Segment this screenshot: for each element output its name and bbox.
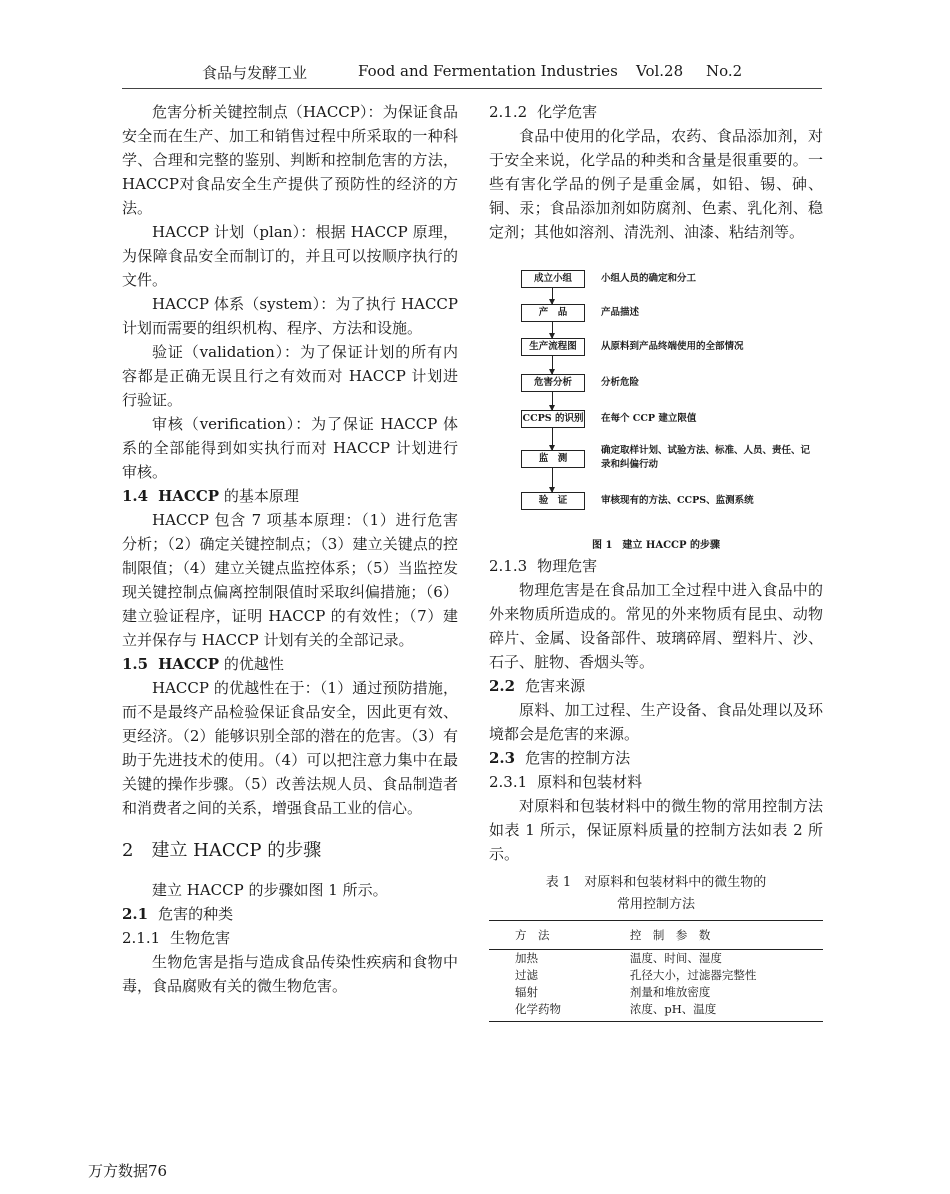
- flow-box-verification: 验 证: [521, 492, 585, 510]
- table-1-control-methods: [489, 920, 823, 1022]
- section-heading-2-3: [489, 746, 823, 770]
- column-header-method: 方 法: [489, 921, 590, 950]
- table-cell: 孔径大小，过滤器完整性: [629, 968, 757, 982]
- left-column: [122, 100, 458, 998]
- flow-arrow: [552, 288, 553, 304]
- paragraph: 验证（validation）：为了保证计划的所有内容都是正确无误且行之有效而对 HACCP 计划进行验证。: [122, 343, 458, 409]
- section-heading-1-5: [122, 652, 458, 676]
- figure-caption: 图 1 建立 HACCP 的步骤: [591, 540, 721, 551]
- journal-name-cn: 食品与发酵工业: [202, 64, 308, 82]
- section-number: 2.1: [122, 905, 149, 923]
- flow-arrow: [552, 392, 553, 410]
- flow-desc: 小组人员的确定和分工: [601, 273, 697, 284]
- paragraph: 危害分析关键控制点（HACCP）：为保证食品安全而在生产、加工和销售过程中所采取的一种科学、合理和完整的鉴别、判断和控制危害的方法，HACCP对食品安全生产提供了预防性的经济的方法。: [122, 103, 458, 217]
- section-number: 2.2: [489, 677, 516, 695]
- flow-box-monitoring: 监 测: [521, 450, 585, 468]
- paragraph: 审核（verification）：为了保证 HACCP 体系的全部能得到如实执行而对 HACCP 计划进行审核。: [122, 415, 458, 481]
- table-row: [489, 984, 823, 1001]
- section-title-bold: HACCP: [158, 487, 220, 505]
- section-title: 的优越性: [223, 655, 284, 673]
- section-title: 化学危害: [537, 103, 598, 121]
- section-heading-2-1-2: [489, 100, 823, 124]
- section-heading-2-1: [122, 902, 458, 926]
- section-number: 1.5: [122, 655, 149, 673]
- paragraph: HACCP 体系（system）：为了执行 HACCP 计划而需要的组织机构、程序、方法和设施。: [122, 295, 458, 337]
- paragraph: HACCP 包含 7 项基本原理：（1）进行危害分析；（2）确定关键控制点；（3）建立关键点的控制限值；（4）建立关键点监控体系；（5）当监控发现关键控制点偏离控制限值时采取纠偏措施；（6）建立验证程序，证明 HACCP 的有效性；（7）建立并保存与 HACCP 计划有关的全部记录。: [122, 511, 458, 649]
- section-title-bold: HACCP: [158, 655, 220, 673]
- section-heading-2-2: [489, 674, 823, 698]
- journal-name-en: Food and Fermentation Industries: [358, 62, 618, 80]
- table-caption-line: 表 1 对原料和包装材料中的微生物的: [545, 875, 767, 890]
- issue: No.2: [706, 62, 743, 80]
- section-heading-2-1-1: [122, 926, 458, 950]
- section-title: 危害的种类: [158, 905, 234, 923]
- flow-box-process-flow: 生产流程图: [521, 338, 585, 356]
- section-title: 的基本原理: [223, 487, 299, 505]
- section-number: 2.1.2: [489, 103, 528, 121]
- section-number: 2.1.3: [489, 557, 528, 575]
- table-caption-line: 常用控制方法: [616, 897, 695, 912]
- flow-arrow: [552, 322, 553, 338]
- paragraph: HACCP 计划（plan）：根据 HACCP 原理，为保障食品安全而制订的，并且可以按顺序执行的文件。: [122, 223, 458, 289]
- section-number: 2.1.1: [122, 929, 161, 947]
- section-title: 危害来源: [525, 677, 586, 695]
- flow-box-hazard-analysis: 危害分析: [521, 374, 585, 392]
- section-number: 2.3.1: [489, 773, 528, 791]
- page-number: 76: [148, 1162, 168, 1180]
- flow-arrow: [552, 356, 553, 374]
- table-header-row: [489, 921, 823, 950]
- section-title: 危害的控制方法: [525, 749, 631, 767]
- paragraph: 建立 HACCP 的步骤如图 1 所示。: [152, 881, 388, 899]
- table-cell: 剂量和堆放密度: [629, 985, 711, 999]
- flow-box-ccps: CCPS 的识别: [521, 410, 585, 428]
- paragraph: HACCP 的优越性在于：（1）通过预防措施，而不是最终产品检验保证食品安全，因此更有效、更经济。（2）能够识别全部的潜在的危害。（3）有助于先进技术的使用。（4）可以把注意力集中在最关键的操作步骤。（5）改善法规人员、食品制造者和消费者之间的关系，增强食品工业的信心。: [122, 679, 458, 817]
- flow-desc: 分析危险: [601, 377, 640, 388]
- flow-box-form-team: 成立小组: [521, 270, 585, 288]
- paragraph: 食品中使用的化学品，农药、食品添加剂，对于安全来说，化学品的种类和含量是很重要的。一些有害化学品的例子是重金属，如铅、锡、砷、铜、汞；食品添加剂如防腐剂、色素、乳化剂、稳定剂；其他如溶剂、清洗剂、油漆、粘结剂等。: [489, 127, 823, 241]
- flow-desc: 产品描述: [601, 307, 640, 318]
- flow-arrow: [552, 468, 553, 492]
- table-cell: 加热: [515, 951, 538, 965]
- table-cell: 过滤: [515, 968, 538, 982]
- section-number: 2.3: [489, 749, 516, 767]
- figure-1-flowchart: [489, 260, 823, 550]
- paragraph: 生物危害是指与造成食品传染性疾病和食物中毒，食品腐败有关的微生物危害。: [122, 953, 458, 995]
- flow-desc: 从原料到产品终端使用的全部情况: [601, 341, 744, 352]
- page-footer: [88, 1160, 167, 1181]
- section-heading-1-4: [122, 484, 458, 508]
- section-title: 原料和包装材料: [537, 773, 643, 791]
- table-row: [489, 950, 823, 968]
- flow-box-product: 产 品: [521, 304, 585, 322]
- table-cell: 浓度、pH、温度: [590, 1001, 823, 1022]
- table-cell: 化学药物: [489, 1001, 590, 1022]
- table-cell: 温度、时间、湿度: [629, 951, 722, 965]
- section-number: 1.4: [122, 487, 149, 505]
- paragraph: 原料、加工过程、生产设备、食品处理以及环境都会是危害的来源。: [489, 701, 823, 743]
- table-cell: 辐射: [515, 985, 538, 999]
- flow-arrow: [552, 428, 553, 450]
- flow-desc: 审核现有的方法、CCPS、监测系统: [601, 495, 754, 506]
- section-title: 物理危害: [537, 557, 598, 575]
- column-header-parameters: 控 制 参 数: [590, 921, 823, 950]
- section-title: 生物危害: [170, 929, 231, 947]
- section-heading-2-3-1: [489, 770, 823, 794]
- paragraph: 物理危害是在食品加工全过程中进入食品中的外来物质所造成的。常见的外来物质有昆虫、动物碎片、金属、设备部件、玻璃碎屑、塑料片、沙、石子、脏物、香烟头等。: [489, 581, 823, 671]
- paragraph: 对原料和包装材料中的微生物的常用控制方法如表 1 所示，保证原料质量的控制方法如表 2 所示。: [489, 797, 823, 863]
- table-row: [489, 967, 823, 984]
- section-heading-2: 2 建立 HACCP 的步骤: [122, 840, 322, 861]
- volume: Vol.28: [636, 62, 684, 80]
- running-header: [122, 62, 822, 89]
- flow-desc: 在每个 CCP 建立限值: [601, 413, 697, 424]
- table-caption: [489, 872, 823, 916]
- source-watermark: 万方数据: [88, 1162, 149, 1180]
- flow-desc: 确定取样计划、试验方法、标准、人员、责任、记录和纠偏行动: [601, 445, 811, 470]
- right-column: [489, 100, 823, 1022]
- table-row: [489, 1001, 823, 1022]
